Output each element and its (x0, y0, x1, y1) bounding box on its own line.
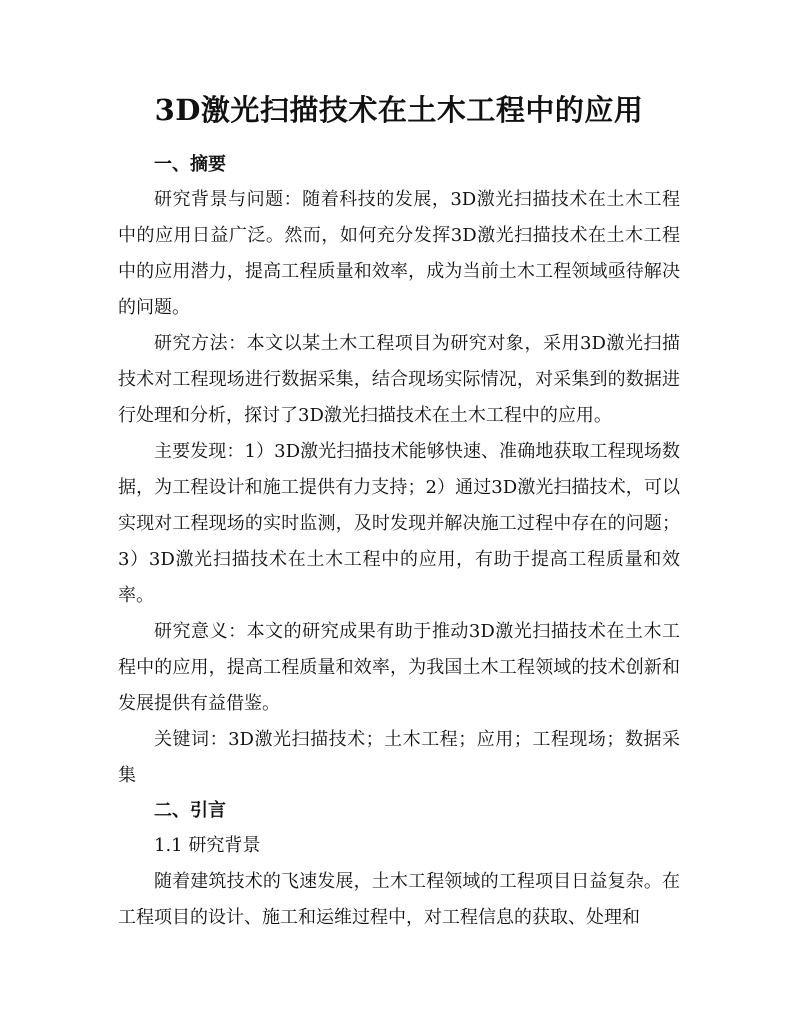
abstract-significance-paragraph: 研究意义：本文的研究成果有助于推动3D激光扫描技术在土木工程中的应用，提高工程质量和效率，为我国土木工程领域的技术创新和发展提供有益借鉴。 (118, 621, 680, 714)
section-heading-abstract: 一、摘要 (154, 154, 226, 175)
document-page (118, 88, 680, 936)
introduction-paragraph: 随着建筑技术的飞速发展，土木工程领域的工程项目日益复杂。在工程项目的设计、施工和运维过程中，对工程信息的获取、处理和 (118, 871, 680, 928)
abstract-background-paragraph: 研究背景与问题：随着科技的发展，3D激光扫描技术在土木工程中的应用日益广泛。然而，如何充分发挥3D激光扫描技术在土木工程中的应用潜力，提高工程质量和效率，成为当前土木工程领域亟待解决的问题。 (118, 189, 680, 318)
abstract-method-paragraph: 研究方法：本文以某土木工程项目为研究对象，采用3D激光扫描技术对工程现场进行数据采集，结合现场实际情况，对采集到的数据进行处理和分析，探讨了3D激光扫描技术在土木工程中的应用。 (118, 333, 680, 426)
document-title: 3D激光扫描技术在土木工程中的应用 (154, 93, 644, 127)
keywords-paragraph: 关键词：3D激光扫描技术；土木工程；应用；工程现场；数据采集 (118, 729, 680, 786)
subsection-heading-background: 1.1 研究背景 (154, 835, 261, 856)
section-heading-introduction: 二、引言 (154, 800, 226, 821)
abstract-findings-paragraph: 主要发现：1）3D激光扫描技术能够快速、准确地获取工程现场数据，为工程设计和施工提供有力支持；2）通过3D激光扫描技术，可以实现对工程现场的实时监测，及时发现并解决施工过程中存在的问题；3）3D激光扫描技术在土木工程中的应用，有助于提高工程质量和效率。 (118, 441, 680, 606)
